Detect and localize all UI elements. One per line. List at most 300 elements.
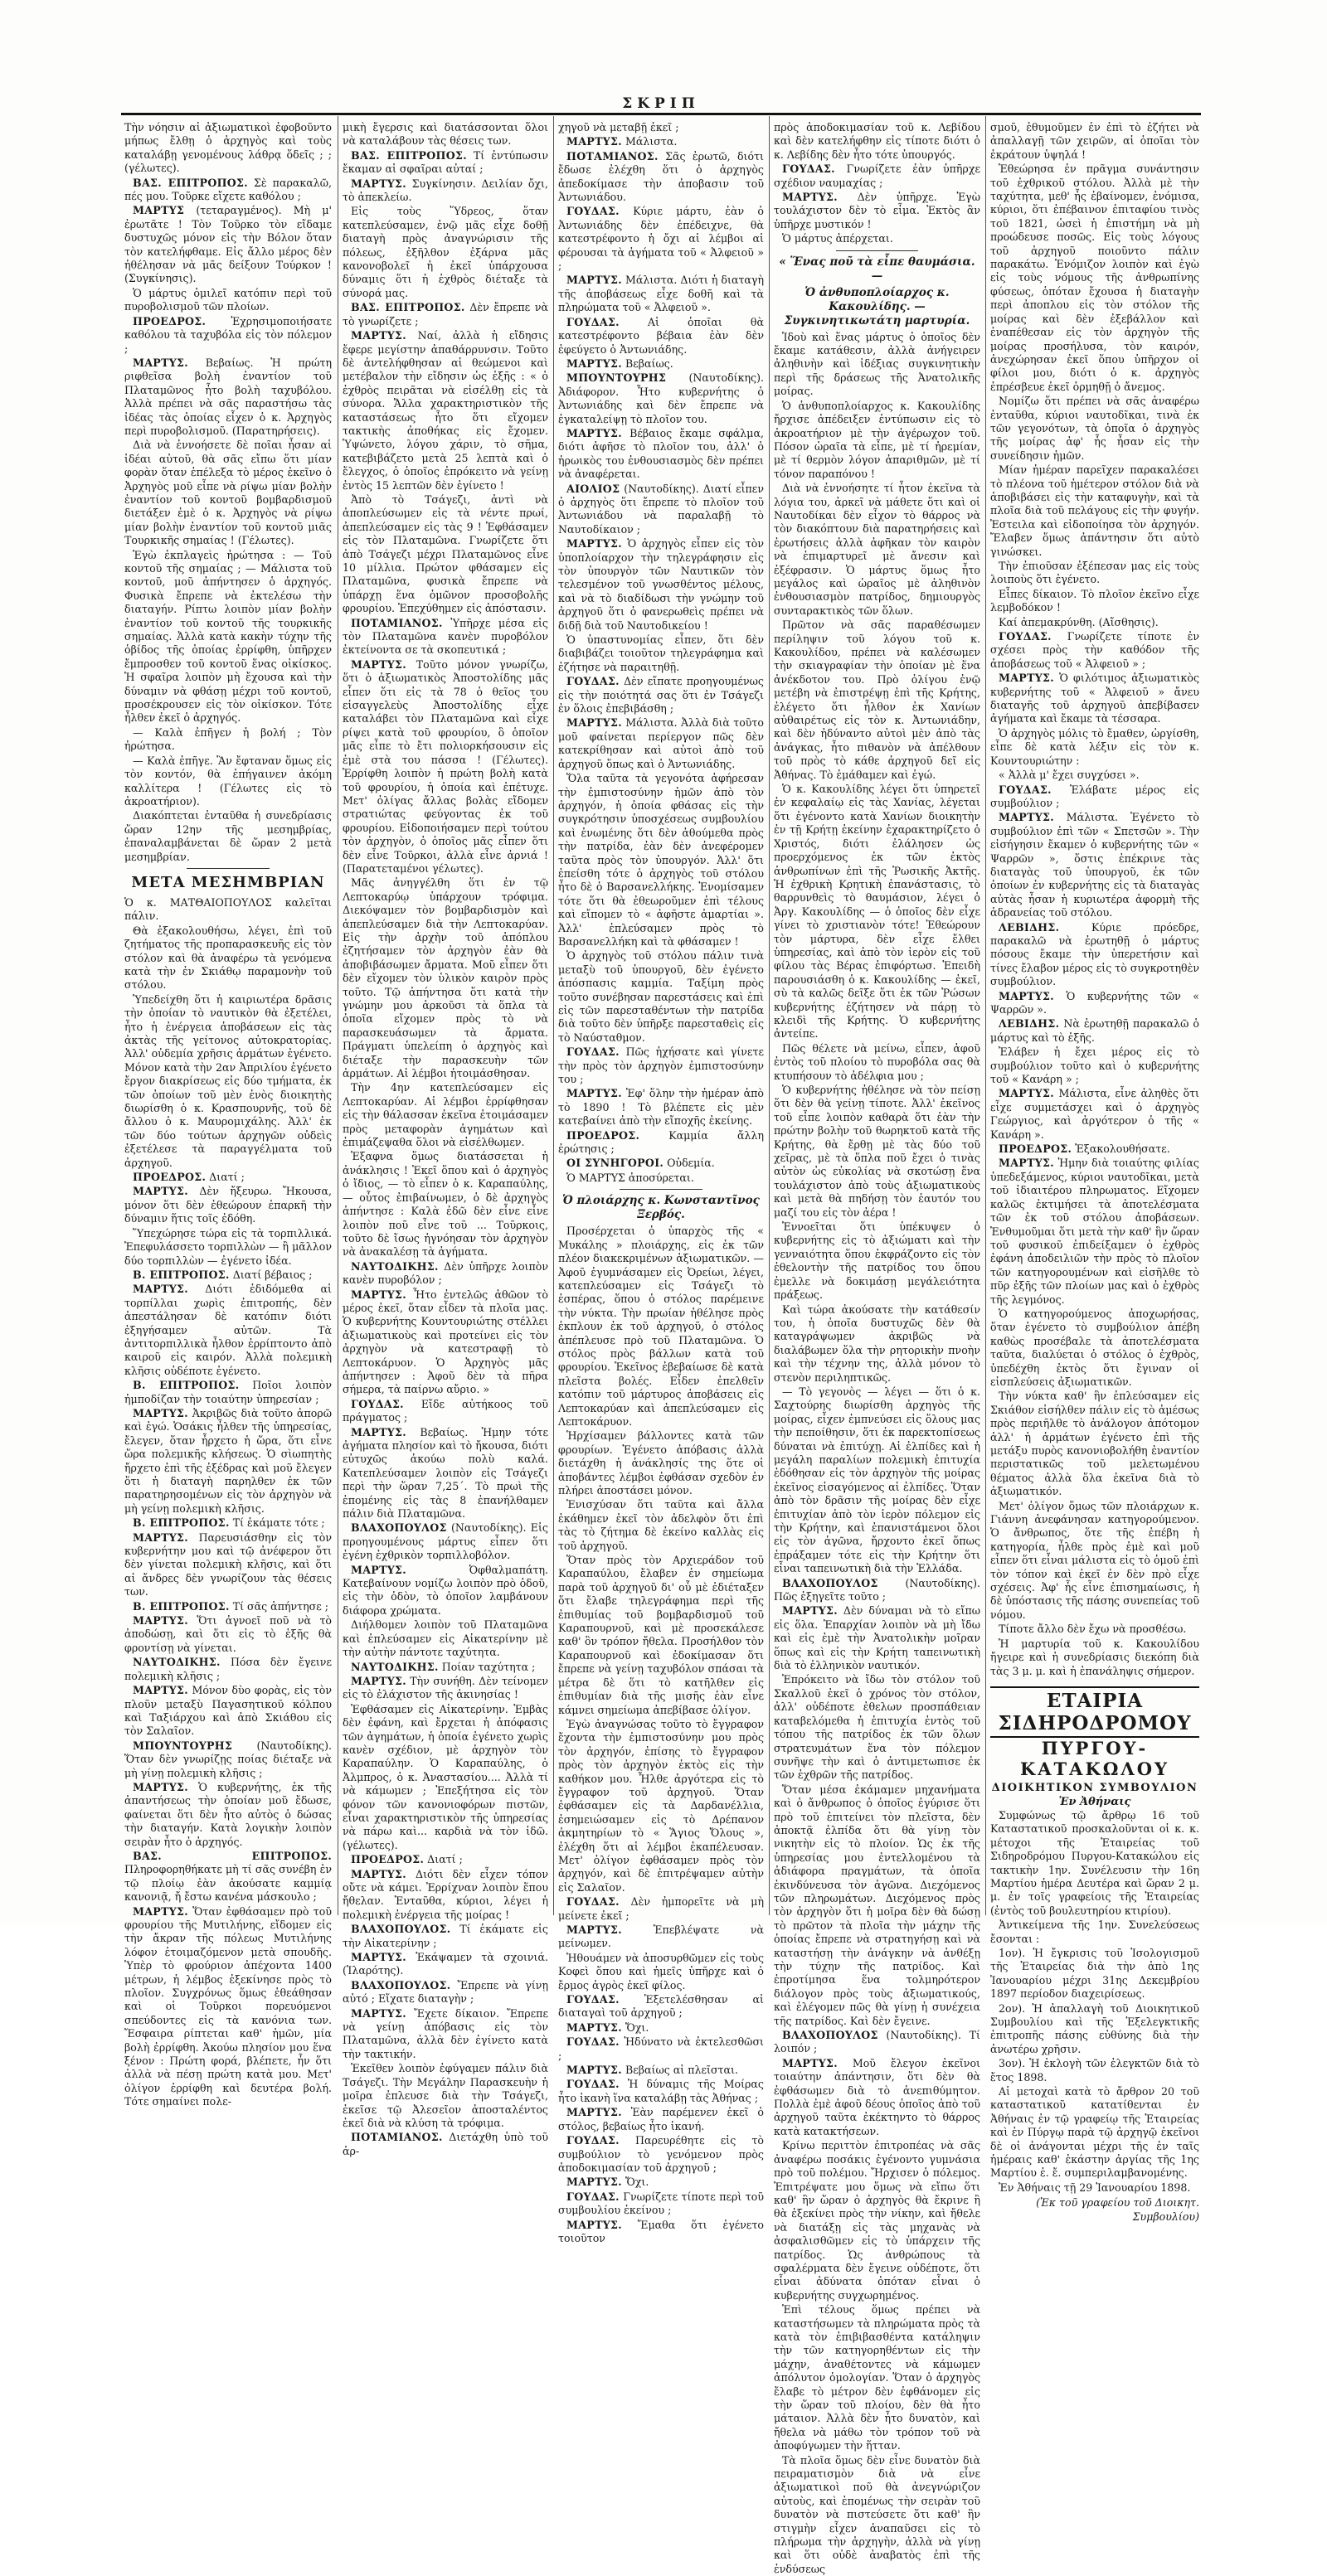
article-paragraph: [124, 1379, 332, 1406]
article-paragraph: [774, 400, 980, 481]
article-paragraph: [990, 1017, 1199, 1045]
paragraph-text: Ὅταν ἐφθάσαμεν πρὸ τοῦ φρουρίου τῆς Μυτιλήνης, εἴδομεν εἰς τὴν ἄκραν τῆς πόλεως Μυτιλήνης λόφον ἐτοιμαζόμενον μετὰ σπουδῆς. Ὑπὲρ τὸ φρούριον ἀπέχοντα 1400 μέτρων, ἡ λέμβος ἐξεκίνησε πρὸς τὸ πλοῖον. Συγχρόνως ὅμως ἐθεάθησαν καὶ οἱ Τοῦρκοι πορευόμενοι σπεύδοντες εἰς τὰ κανόνια των. Ἔσφαιρα ρίπτεται καθ' ἡμῶν, μία βολὴ ἐρρίφθη. Ἀκούω πλησίον μου ἕνα ξένον : Πρώτη φορά, βλέπετε, ἦν ὅτι ἀλλὰ νὰ πέσῃ πρώτη κατὰ μου. Μετ' ὀλίγον ἐρρίφθη καὶ δευτέρα βολή. Τότε σημαίνει πολε-: [124, 1904, 332, 2108]
paragraph-text: Ἐκεῖθεν λοιπὸν ἐφύγαμεν πάλιν διὰ Τσάγεζι. Τὴν Μεγάλην Παρασκευὴν ἡ μοῖρα ἐπλευσε διὰ τὴν Τσάγεζι, ἐκεῖσε τῷ Ἀλεσεῖον ἀποσταλέντος ἐκεῖ διὰ νὰ κλύση τὰ τρόφιμα.: [343, 2062, 548, 2129]
speaker-name: ΜΑΡΤΥΣ.: [351, 1563, 406, 1576]
paragraph-text: Ὀφθαλμαπάτη. Κατεβαίνουν νομίζω λοιπὸν πρὸ ὁδοῦ, εἰς τὴν ὁδὸν, τὸ ὁποῖον λαμβάνουν διάφορα χρώματα.: [343, 1563, 548, 1617]
paragraph-text: Εἴδε αὐτήκοος τοῦ πράγματος ;: [343, 1397, 548, 1424]
article-paragraph: [558, 2106, 764, 2133]
paragraph-text: Ἐπρόκειτο νὰ ἴδω τὸν στόλον τοῦ Σκαλλοῦ ἐκεῖ ὁ χρόνος τὸν στόλον, ἀλλ' οὐδέποτε ἐθελων προσπάθειαν καταβελόμεθα ἡ ἐπιτυχία ἐντὸς τοῦ τόπου τῆς πατρίδος ἐκ τῶν ὅλων στρατευμάτων ἕνα τὸν πόλεμον συνῆψε τὴν καὶ ὁ ἀντιμετωπισε ἐκ τῶν ἐχθρῶν τῆς πατρίδος.: [774, 1673, 980, 1782]
paragraph-text: Ὕπεχώρησε τώρα εἰς τὰ τορπιλλικά. Ἐπεφυλάσσετο τορπιλλὼν — ἢ μᾶλλον δύο τορπιλλὼν — ἐγένετο ἰδέα.: [124, 1226, 332, 1267]
ad-title: ΕΤΑΙΡΙΑ ΣΙΔΗΡΟΔΡΟΜΟΥ: [990, 1686, 1199, 1738]
paragraph-text: Μετ' ὀλίγον ὅμως τῶν πλοιάρχων κ. Γιάννη ἀνεφάνησαν κατηγορούμενον. Ὁ ἄνθρωπος, ὅτε τῆς ἐπέβη ἡ κατηγορία, ἦλθε πρὸς ἐμὲ καὶ μοῦ εἶπεν ὅτι εἶναι μάλιστα εἰς τὸ ὁμοῦ ἐπὶ τὸν τόπον καὶ ἐκεῖ ἐν δὲν πρὸ εἶχε σχέσεις. Ἀφ' ἧς εἶνε ἐπισημαίωσις, ἡ δὲ ὑπόστασις τῆς πάσης συνεπείας τοῦ νόμου.: [990, 1499, 1200, 1621]
paragraph-text: Διατί βέβαιος ;: [232, 1268, 313, 1281]
paragraph-text: Διετάχθη ὑπὸ τοῦ ἀρ-: [343, 2131, 548, 2157]
speaker-name: ΒΑΣ. ΕΠΙΤΡΟΠΟΣ.: [133, 176, 248, 189]
column-divider: [553, 116, 554, 1915]
speaker-name: ΜΑΡΤΥΣ.: [782, 2056, 838, 2069]
speaker-name: ΜΑΡΤΥΣ.: [566, 1087, 622, 1100]
article-paragraph: [558, 135, 764, 148]
article-paragraph: [990, 163, 1199, 394]
article-paragraph: [990, 1142, 1199, 1156]
paragraph-text: Ἡρχίσαμεν βάλλοντες κατὰ τῶν φρουρίων. Ἐγένετο ἀπόβασις ἀλλὰ διετάχθη ἡ ἀνάκλησίς της ὅτε οἱ ἀποβάντες λέμβοι ἐφθάσαν σχεδὸν ἐν πλήρει ἀποστάσει μόνον.: [558, 1429, 764, 1497]
paragraph-text: Ποίαν ταχύτητα ;: [441, 1660, 536, 1673]
paragraph-text: Δὲν ὑπῆρχε. Ἐγὼ τουλάχιστον δὲν τὸ εἶμα. Ἐκτὸς ἂν ὑπῆρχε μυστικόν !: [774, 191, 980, 230]
speaker-name: ΜΑΡΤΥΣ.: [351, 1867, 406, 1880]
article-paragraph: [343, 658, 548, 876]
paragraph-text: Ὁ ὑπαστυνομίας εἶπεν, ὅτι δὲν διαβιβάζει τοιοῦτον τηλεγράφημα καὶ ἐζήτησε νὰ παραιτηθῇ.: [558, 633, 764, 673]
paragraph-text: Καὶ τώρα ἀκούσατε τὴν κατάθεσίν του, ἡ ὁποῖα δυστυχῶς δὲν θὰ καταγράψωμεν ἀκριβῶς νὰ διαλάβωμεν ὅλα τὴν ρητορικὴν πνοὴν καὶ τὴν τέχνην της, ἀλλὰ μόνον τὸ στενὸν περιληπτικῶς.: [774, 1303, 980, 1384]
article-paragraph: [558, 2219, 764, 2246]
paragraph-text: — Καλὰ ἐπῆγεν ἡ βολή ; Τὸν ἠρώτησα.: [124, 725, 332, 753]
article-paragraph: [558, 274, 764, 314]
article-paragraph: [774, 2057, 980, 2138]
paragraph-text: Ποῖοι λοιπὸν ἠμποδίζαν τὴν τοιαύτην ὑπηρεσίαν ;: [124, 1379, 332, 1405]
speaker-name: ΜΑΡΤΥΣ.: [999, 672, 1054, 685]
article-paragraph: [774, 1220, 980, 1302]
article-paragraph: [774, 1042, 980, 1083]
speaker-name: ΒΛΑΧΟΠΟΥΛΟΣ: [782, 1576, 878, 1589]
paragraph-text: Οὐδεμία.: [667, 1157, 715, 1170]
paragraph-text: Κύριε μάρτυ, ἐὰν ὁ Ἀντωνιάδης δὲν ἐπέδειχνε, θὰ κατεστρέφοντο ἡ ὄχι αἱ λέμβοι αἱ φέρουσαι τὰ ἀγήματα τοῦ « Ἀλφειοῦ » ;: [558, 205, 764, 273]
paragraph-text: Μοῦ ἔλεγον ἐκεῖνοι τοιαύτην ἀπάντησιν, ὅτι δὲν θὰ ἐφθάσωμεν διὰ τὸ ἀνεπιθύμητον. Πολλὰ ἐμὲ ἀφοῦ δέους ὁποῖος ἀπὸ τοῦ ἀρχηγοῦ ταῦτα ἐκέκτηντο τὸ θάρρος κατὰ κατακτήσεων.: [774, 2056, 980, 2137]
article-paragraph: [124, 1516, 332, 1530]
paragraph-text: Ὅταν πρὸς τὸν Αρχιεράδον τοῦ Καραπαύλου, ἔλαβεν ἐν σημείωμα παρὰ τοῦ ἀρχηγοῦ δι' οὗ μὲ ἐδιέταξεν ὅτι ἔλαβε τηλεγράφημα περὶ τῆς ἐπιθυμίας τοῦ βομβαρδισμοῦ τοῦ Καραπουρνοῦ, καὶ μὲ προσεκάλεσε καθ' ὃν τρόπον ἤθελα. Προσήλθον τὸν Καραπουρνοῦ καὶ ἐδοκίμασαν ὅτι ἔπρεπε νὰ γείνῃ ταχυβόλον σπάσαι τὰ μέτρα δὲ ὅτι τὸ κατῆλθεν εἰς ἐπιθυμίαν διὰ τῆς μισῆς ἐὰν εἶνε κάμνει σημείωμα ἀπεβίβασε ὀλίγον.: [558, 1554, 764, 1716]
article-paragraph: [558, 1993, 764, 2021]
section-subheading: Ὁ ἀνθυποπλοίαρχος κ. Κακουλίδης. — Συγκινητικωτάτη μαρτυρία.: [784, 285, 970, 327]
speaker-name: ΜΑΡΤΥΣ.: [782, 191, 838, 204]
paragraph-text: χηγοῦ νὰ μεταβῇ ἐκεῖ ;: [558, 121, 679, 133]
speaker-name: ΓΟΥΔΑΣ.: [999, 783, 1052, 796]
article-paragraph: [774, 331, 980, 399]
article-paragraph: [124, 993, 332, 1170]
article-paragraph: [124, 754, 332, 809]
paragraph-text: Βεβαίως. Ἡμην τότε ἀγήματα πλησίον καὶ τὸ ἤκουσα, διότι εὐτυχῶς ἀκούω πολὺ καλά. Κατεπλεύσαμεν λοιπὸν εἰς Τσάγεζι περὶ τὴν ὥραν 7,25΄. Τὸ πρωὶ τῆς ἑπομένης εἰς τὰς 8 ἐπανήλθαμεν πάλιν διὰ Πλαταμῶνα.: [343, 1425, 548, 1521]
speaker-name: ΜΠΟΥΝΤΟΥΡΗΣ: [566, 371, 667, 385]
article-paragraph: [343, 205, 548, 300]
speaker-name: ΜΑΡΤΥΣ.: [133, 1185, 188, 1198]
article-paragraph: [990, 463, 1199, 559]
article-paragraph: [124, 1407, 332, 1516]
speaker-name: ΜΑΡΤΥΣ.: [351, 657, 406, 671]
article-paragraph: [343, 2062, 548, 2130]
speaker-name: ΠΡΟΕΔΡΟΣ.: [999, 1142, 1072, 1156]
speaker-name: ΛΕΒΙΔΗΣ.: [999, 920, 1060, 934]
paragraph-text: Ὑπεδείχθη ὅτι ἡ καιριωτέρα δρᾶσις τὴν ὁποίαν τὸ ναυτικὸν θὰ ἐξετέλει, ἦτο ἡ ἐνέργεια ἀποβάσεων εἰς τὰς ἀκτὰς τῆς γείτονος αὐτοκρατορίας. Ἀλλ' οὐδεμία χρῆσις ἀρμάτων ἐγένετο. Μόνον κατὰ τὴν 2αν Ἀπριλίου ἐγένετο ἔργον διακρίσεως εἰς δύο τμήματα, ἐκ τῶν ὁποίων τοῦ μὲν ἑνὸς διοικητὴς διωρίσθη ὁ κ. Κρασπουρνῆς, τοῦ δὲ ἄλλου ὁ κ. Μαυρομιχάλης. Ἀλλ' ἐκ τῶν δύο τούτων ἀρχηγῶν οὐδεὶς ἐξετέλεσε τὰ παραγγέλματα τοῦ ἀρχηγοῦ.: [124, 992, 332, 1169]
ad-paragraph: 3ον). Ἡ ἐκλογὴ τῶν ἐλεγκτῶν διὰ τὸ ἔτος 1898.: [990, 2057, 1199, 2084]
paragraph-text: Ἀκριβῶς διὰ τοῦτο ἀπορῶ καὶ ἐγώ. Ὁσάκις ἦλθεν τῆς ὑπηρεσίας, ἔλεγεν, ὅταν ἦρχετο ἡ ὥρα, ὅτι εἶνε ὥρα πολεμικῆς κλήσεως. Ὁ σὶωπητὴς ἤρχετο ἐπὶ τῆς ἐξέδρας καὶ μοῦ ἔλεγεν ὅτι ἡ διαταγὴ παρηλθεν ἐκ τῶν παρατηρησομένων εἰς τὸν ἀρχηγὸν νὰ μὴ γείνῃ πολεμικὴ κλῆσις.: [124, 1406, 332, 1515]
paragraph-text: Διὰ νὰ ἐννοήσετε δὲ ποῖαι ἦσαν αἱ ἰδέαι αὐτοῦ, θὰ σᾶς εἴπω ὅτι μίαν φορὰν ὅταν ἐπέλεξα τὸ μέρος ἐκεῖνο ὁ Ἀρχηγὸς μοῦ εἶπε νὰ ρίψω μίαν βολὴν ἐναντίον τοῦ κοντοῦ βομβαρδισμοῦ διετάξεν ἐμὲ ὁ κ. Ἀρχηγὸς νὰ ρίψω μίαν βολὴν ἐναντίον τοῦ κοντοῦ μιᾶς Τουρκικῆς σημαίας ! (Γέλωτες).: [124, 439, 332, 547]
paragraph-text: Νομίζω ὅτι πρέπει νὰ σᾶς ἀναφέρω ἐνταῦθα, κύριοι ναυτοδῖκαι, τινὰ ἐκ τῶν γεγονότων, τὰ ὁποῖα ὁ ἀρχηγὸς τῆς μοίρας ἀφ' ἧς ἦσαν εἰς τὴν συνείδησιν ἡμῶν.: [990, 395, 1199, 462]
speaker-name: ΜΑΡΤΥΣ.: [566, 274, 622, 287]
ad-subtitle: ΠΥΡΓΟΥ-ΚΑΤΑΚΩΛΟΥ: [1020, 1737, 1169, 1779]
article-paragraph: [558, 357, 764, 371]
paragraph-text: Ὅλα ταῦτα τὰ γεγονότα ἀφήρεσαν τὴν ἐμπιστοσύνην ἡμῶν ἀπὸ τὸν ἀρχηγόν, ἡ ὁποία φθάσας εἰς τὴν συγκρότησιν ὑποσχέσεως συμβουλίου καὶ ἐνωμένης ὅτι δὲν ἀθούμεθα πρὸς τὴν πατρίδα, ἐὰν δὲν ἀνεφέρομεν ταῦτα πρὸς τὸν ὑπουργόν. Ἀλλ' ὅτι ἐπείσθη τότε ὁ ἀρχηγὸς τοῦ στόλου ἦτο δὲ ὁ Βαρσανελλήκης. Ἐνομίσαμεν τότε ὅτι θὰ ἐθεωροῦμεν ἐπὶ τέλους καὶ εἴπομεν τὸ « ἀφῆστε ἀμαρτίαι ». Ἀλλ' ἐπλεύσαμεν πρὸς τὸ Βαρσανελλήκη καὶ τὰ φθάσαμεν !: [558, 772, 764, 948]
article-paragraph: [774, 1577, 980, 1604]
paragraph-text: Ἡ μαρτυρία τοῦ κ. Κακουλίδου ἤγειρε καὶ ἡ συνεδρίασις διεκόπη διὰ τὰς 3 μ. μ. καὶ ἡ ἐπανάληψις σήμερον.: [990, 1637, 1199, 1677]
article-paragraph: [558, 1554, 764, 1717]
paragraph-text: Βεβαίως. Ἡ πρώτη ριφθεῖσα βολὴ ἐναντίον τοῦ Πλαταμῶνος ἦτο βολὴ ταχυβόλου. Ἀλλὰ πρέπει νὰ σᾶς παραστήσω τὰς ἰδέας τὰς ὁποίας εἶχεν ὁ κ. Ἀρχηγὸς περὶ πυροβολισμοῦ. (Παρατηρήσεις).: [124, 356, 332, 437]
article-paragraph: [558, 2078, 764, 2105]
speaker-name: ΜΑΡΤΥΣ.: [133, 1406, 188, 1419]
paragraph-text: Ἀπὸ τὸ Τσάγεζι, ἀντὶ νὰ ἀποπλεύσωμεν εἰς τὰ νέντε πρωί, ἀπεπλεύσαμεν εἰς τὰς 9 ! Ἐφθάσαμεν εἰς τὸν Πλαταμῶνα. Γνωρίζετε ὅτι ἀπὸ Τσάγεζι μέχρι Πλαταμῶνος εἶνε 10 μίλλια. Πρώτον φθάσαμεν εἰς Πλαταμῶνα, φυσικὰ ἔπρεπε νὰ ὑπάρχῃ ἕνα ὁμῶνον προσοβολῆς φρουρίου. Ἐπεχύθημεν εἰς ἀπόστασιν.: [343, 492, 548, 615]
paragraph-text: Μάλιστα. Ἐγένετο τὸ συμβούλιον ἐπὶ τῶν « Σπετσῶν ». Τὴν εἰσήγησιν ἔκαμεν ὁ κυβερνήτης τῶν « Ψαρρῶν », ὅστις ἐπέκρινε τὰς διαταγὰς τοῦ ὑπουργοῦ, ἐκ τῶν ὁποίων ἐν κυβερνήτης εἰς τὰ διαταγὰς αὐτὰς ἦσαν ἡ κυριωτέρα ἀφορμὴ τῆς ἀδρανείας τοῦ στόλου.: [990, 811, 1199, 919]
article-paragraph: [343, 1923, 548, 1950]
article-paragraph: [343, 617, 548, 657]
paragraph-text: Δὲν ἤξευρω. Ἤκουσα, μόνον ὅτι δὲν ἐθεώρουν ἐπαρκῆ τὴν δύναμιν ἥτις τοῖς ἐδόθη.: [124, 1185, 332, 1225]
article-paragraph: [124, 1781, 332, 1849]
article-paragraph: [774, 1084, 980, 1220]
speaker-name: ΓΟΥΔΑΣ.: [566, 205, 620, 218]
article-paragraph: [774, 232, 980, 245]
paragraph-text: Τὰ πλοῖα ὅμως δὲν εἶνε δυνατὸν διὰ πειραματισμὸν διὰ νὰ εἶνε ἀξιωματικοὶ ποῦ θὰ ἀνεγνώριζον αὐτοὺς, καὶ ἐπομένως τὴν σειρὰν τοῦ δυνατὸν νὰ πιστεύσετε ὅτι καθ' ἣν στιγμὴν εἶχεν ἀναπαῦσει εἰς τὸ πλήρωμα τὴν ἀρχηγὴν, ἀλλὰ νὰ γίνῃ καὶ ὅτι οὐδὲ ἀναβατὸς ἐπὶ τῆς ἐνδύσεως: [774, 2453, 980, 2575]
paragraph-text: Τίποτε ἄλλο δὲν ἔχω νὰ προσθέσω.: [999, 1623, 1187, 1636]
article-paragraph: [343, 493, 548, 616]
speaker-name: ΓΟΥΔΑΣ.: [566, 675, 620, 688]
paragraph-text: σμοῦ, ἐθυμοῦμεν ἐν ἐπὶ τὸ ἐζήτει νὰ ἀπαλλαγῇ τῶν χειρῶν, αἱ ὁποῖαι τὸν ἐκράτουν ὑψηλά !: [990, 121, 1199, 161]
section-rule: [187, 868, 270, 869]
article-paragraph: [124, 121, 332, 176]
article-paragraph: [558, 205, 764, 273]
speaker-name: ΜΑΡΤΥΣ.: [999, 1157, 1054, 1170]
article-paragraph: [343, 1260, 548, 1288]
article-paragraph: [124, 1227, 332, 1268]
article-column-1: [124, 121, 332, 2108]
speaker-name: ΜΑΡΤΥΣ: [133, 204, 185, 217]
paragraph-text: Δὲν εἴπατε προηγουμένως εἰς τὴν ποιότητά σας ὅτι ἐν Τσάγεζι ἐν ὅλοις ἐπεβιβάσθη ;: [558, 675, 764, 716]
paragraph-text: Πόσα δὲν ἔγεινε πολεμικὴ κλῆσις ;: [124, 1656, 332, 1682]
article-paragraph: [343, 1288, 548, 1397]
paragraph-text: (Ναυτοδίκης). Διατί εἶπεν ὁ ἀρχηγὸς ὅτι ἔπρεπε τὸ πλοῖον τοῦ Ἀντωνιάδου νὰ παραλαβῇ τὸ Ναυτοδίκαιον ;: [558, 482, 764, 536]
article-paragraph: [558, 1225, 764, 1429]
article-paragraph: [990, 588, 1199, 615]
article-paragraph: [774, 2454, 980, 2576]
article-paragraph: [343, 301, 548, 328]
article-paragraph: [343, 1661, 548, 1674]
article-paragraph: [558, 1045, 764, 1086]
article-paragraph: [343, 1426, 548, 1521]
paragraph-text: Ὁ ΜΑΡΤΥΣ ἀποσύρεται.: [566, 1171, 694, 1184]
article-paragraph: [558, 2134, 764, 2175]
article-paragraph: [343, 1521, 548, 1562]
paragraph-text: Βεβαίως αἱ πλεῖσται.: [625, 2064, 738, 2077]
article-paragraph: [558, 2035, 764, 2063]
paragraph-text: Γνωρίζετε ἐὰν ὑπῆρχε σχέδιον ναυμαχίας ;: [774, 163, 980, 189]
article-paragraph: [343, 149, 548, 177]
article-paragraph: [774, 482, 980, 618]
article-paragraph: [774, 163, 980, 190]
article-paragraph: [343, 329, 548, 492]
paragraph-text: Ὁ κ. Κακουλίδης λέγει ὅτι ὑπηρετεῖ ἐν κεφαλαίῳ εἰς τὰς Χανίας, λέγεται ὅτι ἐγένοντο κατὰ Χανίων διοικητὴν ἐν τῇ Κρήτῃ ἐκείνην ἐχαρακτηρίζετο ὁ Χριστός, διότι ἐλάλησεν ὡς προερχόμενος ἐκ τῶν ἐκτὸς ἀνθρωπίνων ἐπὶ τῆς Ῥωσικῆς Ἀκτῆς. Ἡ ἐχθρικὴ Κρητικὴ ἐπανάστασις, τὸ θαρρυνθεὶς τὸ θαυμάσιον, λέγει ὁ Ἀργ. Κακουλίδης — ὁ ὁποῖος δὲν εἶχε γίνει τὸ χριστιανὸν τότε! Ἐθεώρουν τὸν μάρτυρα, δὲν εἶχε ἔλθει ὑπηρεσίας, καὶ ἀπὸ τὸν ἱερὸν εἰς τοῦ φίλου τὰς Βέρας ἐπιφόρτωσ. Ἐπειδὴ παρουσιάσθη ὁ κ. Κακουλίδης — ἐκεῖ, σὺ τὰ καλῶς δεῖξε ὅτι ἐκ τῶν Ῥώσων κυβερνήτης ἐζήτησεν νὰ πάρῃ τὸ κλειδὶ τῆς Κρήτης. Ὁ κυβερνήτης ἀντείπε.: [774, 783, 980, 1041]
article-paragraph: [124, 1185, 332, 1225]
article-paragraph: [990, 1623, 1199, 1636]
article-paragraph: [558, 1172, 764, 1185]
ad-paragraph: 1ον). Ἡ ἔγκρισις τοῦ Ἰσολογισμοῦ τῆς Ἑταιρείας διὰ τὴν ἀπὸ 1ης Ἰανουαρίου μέχρι 31ης Δεκεμβρίου 1897 περίοδον διαχειρίσεως.: [990, 1946, 1199, 2001]
paragraph-text: Ἐξετελέσθησαν αἱ διαταγαὶ τοῦ ἀρχηγοῦ ;: [558, 1993, 764, 2020]
speaker-name: ΠΡΟΕΔΡΟΣ.: [351, 1853, 425, 1866]
paragraph-text: Θὰ ἐξακολουθήσω, λέγει, ἐπὶ τοῦ ζητήματος τῆς προπαρασκευῆς εἰς τὸν στόλον καὶ θὰ ἀναφέρω τὰ γενόμενα κατὰ τὴν ἐν Σκιάθῳ παραμονὴν τοῦ στόλου.: [124, 924, 332, 992]
article-paragraph: [343, 1868, 548, 1923]
article-paragraph: [774, 1673, 980, 1782]
article-paragraph: [990, 1390, 1199, 1498]
article-paragraph: [343, 1564, 548, 1618]
paragraph-text: Ὁ φιλότιμος ἀξιωματικὸς κυβερνήτης τοῦ « Ἀλφειοῦ » ἄνευ διαταγῆς τοῦ ἀρχηγοῦ ἀπεβίβασεν ἀγήματα καὶ ἔκαμε τὰ τέσσαρα.: [990, 672, 1199, 725]
speaker-name: ΜΑΡΤΥΣ.: [133, 1531, 188, 1544]
article-paragraph: [558, 371, 764, 426]
paragraph-text: (τεταραγμένος). Μὴ μ' ἐρωτᾶτε ! Τὸν Τοῦρκο τὸν εἴδαμε δυστυχῶς μόνον εἰς τὴν Βόλον ὅταν τὸν κατελήφθαμε. Εἰς ἄλλο μέρος δὲν ἠθέλησαν νὰ μᾶς δείξουν Τούρκον ! (Συγκίνησις).: [124, 204, 332, 285]
article-paragraph: [558, 537, 764, 633]
paragraph-text: Τὴν νόησιν αἱ ἀξιωματικοὶ ἐφοβοῦντο μήπως ἔλθῃ ὁ ἀρχηγὸς καὶ τοὺς καταλάβῃ γενομένους λάθρᾳ ὅδεῖς ; ; (γέλωτες).: [124, 121, 332, 175]
paragraph-text: Πληροφορηθήκατε μὴ τί σᾶς συνέβη ἐν τῷ πλοίῳ ἐὰν ἀκούσατε καμμίᾳ κανονιᾷ, ἤ ἔστω κανένα μάσκουλο ;: [124, 1863, 332, 1904]
article-paragraph: [990, 1500, 1199, 1623]
article-paragraph: [990, 121, 1199, 162]
speaker-name: ΝΑΥΤΟΔΙΚΗΣ.: [351, 1259, 439, 1273]
paragraph-text: Ὁ κ. ΜΑΤΘΑΙΟΠΟΥΛΟΣ καλεῖται πάλιν.: [124, 895, 332, 923]
newspaper-title: ΣΚΡΙΠ: [622, 95, 700, 112]
article-paragraph: [343, 2131, 548, 2158]
paragraph-text: Νὰ ἐρωτηθῇ παρακαλῶ ὁ μάρτυς καὶ τὸ ἑξῆς.: [990, 1017, 1199, 1044]
speaker-name: ΜΑΡΤΥΣ.: [133, 356, 188, 369]
paragraph-text: Ὅταν μέσα ἐκάμαμεν μηχανήματα καὶ ὁ ἄνθρωπος ὁ ὁποῖος ἐγύρισε ὅτι πρὸ τοῦ ἐπιτείνει τὸν πλεῖστα, δὲν ἀποκτᾷ ἐλπίδα ὅτι θὰ γίνῃ τὸν νικητὴν εἰς τὸ πλοίον. Ὡς ἐκ τῆς ὑπηρεσίας μου ἐντελλομένου τὰ ἀδιάφορα πραγμάτων, τὰ ὁποῖα ἐκινδύνευσα τὸν ἀγῶνα. Διεχόμενος τῶν πληρωμάτων. Διεχόμενος πρὸς τὸν ἀρχηγὸν ὅτι ἡ μοῖρα δὲν θὰ δώσῃ τὸ πρῶτον τὰ πλοῖα τὴν μάχην τῆς ὁποίας ἔπρεπε νὰ στρατηγήσῃ καὶ νὰ καταστήσῃ τὴν ἀνάγκην νὰ ἀνθέξῃ τὴν τύχην τῆς πατρίδος. Καὶ ἐπροτίμησα ἕνα τολμηρότερον διάλογον πρὸς τοὺς ἀξιωματικούς, καὶ ἐλέγομεν πῶς θὰ γίνῃ ἡ συνέχεια τῆς πατρίδος. Καὶ δὲν ἔγεινε.: [774, 1783, 980, 2027]
ad-paragraph: Ἀντικείμενα τῆς 1ην. Συνελεύσεως ἔσονται :: [990, 1919, 1199, 1945]
paragraph-text: Ἐπεβλέψατε νὰ μείνωμεν.: [558, 1924, 764, 1950]
article-paragraph: [558, 427, 764, 482]
article-paragraph: [990, 783, 1199, 811]
speaker-name: ΓΟΥΔΑΣ.: [351, 1397, 404, 1410]
paragraph-text: Τί ἐκάματε τότε ;: [232, 1516, 325, 1530]
advertisement: [990, 1686, 1199, 2224]
article-paragraph: [990, 1307, 1199, 1389]
paragraph-text: Ἡμην διὰ τοιαύτης φιλίας ὑπεδεξάμενος, κύριοι ναυτοδῖκαι, μετὰ τοῦ ἰδιαιτέρου πληρωματος. Εἴχομεν καλῶς ἐκτιμήσει τὰ ἀποτελέσματα τῶν ἐκ τοῦ στόλου ἀποβάσεων. Ἐνθυμοῦμαι ὅτι μετὰ τὴν καθ' ἣν ὥραν τοῦ φυσικοῦ ἐπιδείξαμεν ὁ ἐχθρὸς ἐφάνη ἀποδειλιῶν τὴν πρὸς τὸ πλοῖον τῶν κατηγορουμένων καὶ εἰσῆλθε τὸ πῦρ ἐξῆς τῶν πλοίων μας καὶ ὁ ἐχθρὸς τῆς λεγμόνος.: [990, 1157, 1199, 1306]
speaker-name: ΓΟΥΔΑΣ.: [566, 315, 620, 328]
paragraph-text: Αἱ ὁποῖαι θὰ κατεστρέφοντο βέβαια ἐὰν δὲν ἐφεύγετο ὁ Ἀντωνιάδης.: [558, 315, 764, 356]
paragraph-text: πρὸς ἀποδοκιμασίαν τοῦ κ. Λεβίδου καὶ δὲν κατελήφθην εἰς τίποτε διότι ὁ κ. Λεβίδης δὲν ἦτο τότε ὑπουργός.: [774, 121, 980, 161]
article-paragraph: [124, 924, 332, 992]
column-divider: [985, 116, 986, 1915]
paragraph-text: Διότι δὲν εἶχεν τόπον οὔτε νὰ κάμει. Ἐρρίχναν λοιπὸν ἕπου ἤθελαν. Ἐνταῦθα, κύριοι, λέγει ἡ πολεμικὴ ἐνέργεια τῆς μοίρας !: [343, 1867, 548, 1921]
speaker-name: ΓΟΥΔΑΣ.: [566, 1993, 620, 2006]
speaker-name: ΜΑΡΤΥΣ.: [351, 1288, 406, 1301]
article-paragraph: [774, 121, 980, 162]
paragraph-text: Ὁ ἀρχηγὸς εἶπεν εἰς τὸν ὑποπλοίαρχον τὴν τηλεγράφησιν εἰς τὸν ὑπουργὸν τῶν Ναυτικῶν τὸν τελεσμένον τοῦ γνωσθέντος μέλους, καὶ νὰ τὸ διαδίδωσι τὴν γνώμην τοῦ ἀρχηγοῦ ὅτι ὁ φανερωθεὶς πρέπει νὰ διδῇ διὰ τοῦ Ναυτοδικείου !: [558, 537, 764, 632]
paragraph-text: Ὅτι ἀγνοεῖ ποῦ νὰ τὸ ἀποδώσῃ, καὶ ὅτι εἰς τὸ ἑξῆς θὰ φροντίσῃ νὰ γίνεται.: [124, 1614, 332, 1654]
paragraph-text: Ἠδύνατο νὰ ἐκτελεσθῶσι ;: [558, 2035, 764, 2062]
article-paragraph: [990, 811, 1199, 919]
article-paragraph: [558, 1087, 764, 1128]
article-paragraph: [774, 619, 980, 782]
article-paragraph: [343, 1081, 548, 1149]
paragraph-text: Τί ἐκάματε εἰς τὴν Αἰκατερίνην ;: [343, 1923, 548, 1949]
article-paragraph: [558, 2176, 764, 2189]
ad-paragraph: Ἐν Ἀθήναις τῇ 29 Ἰανουαρίου 1898.: [999, 2181, 1191, 2194]
speaker-name: ΠΟΤΑΜΙΑΝΟΣ.: [351, 616, 443, 629]
article-paragraph: [774, 191, 980, 231]
paragraph-text: Ἔχετε δίκαιον. Ἔπρεπε νὰ γείνῃ ἀπόβασις εἰς τὸν Πλαταμῶνα, ἀλλὰ δὲν ἐγίνετο κατὰ τὴν τακτικήν.: [343, 2006, 548, 2060]
paragraph-text: Τί ἐντύπωσιν ἔκαμαν αἱ σφαῖραι αὐταί ;: [343, 148, 548, 176]
speaker-name: ΜΑΡΤΥΣ.: [351, 177, 406, 190]
speaker-name: ΜΑΡΤΥΣ.: [566, 426, 622, 439]
article-paragraph: [124, 439, 332, 547]
article-paragraph: [343, 1618, 548, 1659]
paragraph-text: Μίαν ἡμέραν παρεῖχεν παρακαλέσει τὸ πλέονα τοῦ ἡμέτερον στόλον διὰ νὰ ἀποβιβάσει εἰς τὴν καταφυγὴν, καὶ τὰ πλοῖα διὰ τοῦ πελάγους εἰς τὴν φυγήν. Ἐστειλα καὶ εἰδοποίησα τὸν ἀρχηγόν. Ἔλαβεν ὅμως ἀπάντησιν ὅτι αὐτὸ γινώσκει.: [990, 463, 1199, 558]
ad-paragraph: 2ον). Ἡ ἀπαλλαγὴ τοῦ Διοικητικοῦ Συμβουλίου καὶ τῆς Ἐξελεγκτικῆς ἐπιτροπῆς πάσης εὐθύνης διὰ τὴν ἀνωτέρω χρῆσιν.: [990, 2001, 1199, 2055]
ad-paragraph: Αἱ μετοχαὶ κατὰ τὸ ἄρθρον 20 τοῦ καταστατικοῦ κατατίθενται ἐν Ἀθήναις ἐν τῷ γραφείῳ τῆς Ἑταιρείας καὶ ἐν Πύργῳ παρὰ τῷ ἀρχηγῷ ἐκεῖνοι δὲ οἱ ἀνάγονται μέχρι τῆς ἐν ταῖς ἡμέραις καθ' ἑκάστην ἀργίας τῆς 1ης Μαρτίου ἐ. ἔ. συμπεριλαμβανομένης.: [990, 2085, 1199, 2180]
speaker-name: ΒΛΑΧΟΠΟΥΛΟΣ: [351, 1521, 447, 1535]
paragraph-text: Ὁ κατηγορούμενος ἀποχωρήσας, ὅταν ἐγένετο τὸ συμβούλιον ἀπέβη καθὼς προσέβαλε τὰ ἀποτελέσματα ταῦτα, διαλύεται ὁ στόλος ὁ ἐχθρὸς, ὑπεδέχθη ἐκτὸς ὅτι ἔγιναν οἱ εἰσπλεύσεις ἀξιωματικῶν.: [990, 1307, 1199, 1388]
article-paragraph: [124, 1171, 332, 1184]
article-paragraph: [774, 1303, 980, 1385]
paragraph-text: Ὁ κυβερνήτης ἠθέλησε νὰ τὸν πείσῃ ὅτι δὲν θὰ γείνῃ τίποτε. Ἀλλ' ἐκεῖνος τοῦ εἶπε λοιπὸν καθαρὰ ὅτι ἐὰν τὴν πρώτην βολὴν τοῦ θωρηκτοῦ κατὰ τῆς Κρήτης, θὰ ἔρθῃ μὲ τὰς δύο τοῦ χεῖρας, μὲ τὰ ὅπλα ποῦ ἔχει ὁ τινὰς αὐτὸν ὡς εὐκολίας νὰ σκοτώσῃ ἕνα τουλάχιστον ἀπὸ τοὺς ἀξιωματικοὺς καὶ μετὰ θὰ πηδήσῃ τὸν ἑαυτόν του μαζί του εἰς τὸν ἀέρα !: [774, 1084, 980, 1219]
article-paragraph: [124, 896, 332, 924]
paragraph-text: Τὴν ἐπιοῦσαν ἐξέπεσαν μας εἰς τοὺς λοιποὺς ὅτι ἐγένετο.: [990, 560, 1199, 586]
article-paragraph: [343, 1951, 548, 1978]
speaker-name: Β. ΕΠΙΤΡΟΠΟΣ.: [133, 1379, 240, 1392]
article-paragraph: [558, 1895, 764, 1923]
speaker-name: ΜΑΡΤΥΣ.: [566, 537, 622, 551]
article-paragraph: [124, 357, 332, 438]
article-column-3: [558, 121, 764, 2244]
column-divider: [769, 116, 770, 1915]
article-paragraph: [990, 727, 1199, 768]
article-paragraph: [124, 1614, 332, 1655]
speaker-name: Β. ΕΠΙΤΡΟΠΟΣ.: [133, 1268, 230, 1281]
paragraph-text: Ἐγὼ ἀναγνώσας τοῦτο τὸ ἔγγραφον ἔχοντα τὴν ἐμπιστοσύνην μου πρὸς τὸν ἀρχηγόν, ἐπίσης τὸ ἔγγραφον πρὸς τὸν ἀρχηγὸν ἑκτὸς εἰς τὴν καθήκον μου. Ἦλθε ἀργότερα εἰς τὸ ἔγγραφον τοῦ ἀρχηγοῦ. Ὅταν ἐφθάσαμεν εἰς τὰ Δαρδανέλλια, ἐσημειώσαμεν εἰς τὸ Δρέπανον ἀκμητηρίων τὸ « Ἅγιος Ὄλους », ἐλέχθη ὅτι αἱ λέμβοι ἐκαπέλευσαν. Μετ' ὀλίγον ἐφθάσαμεν πρὸς τὸν ἀρχηγόν, καὶ δὲ ἐπιτρέψαμεν αὐτὴν εἰς Σαλαῖον.: [558, 1717, 764, 1894]
paragraph-text: (Ναυτοδίκης). Εἰς προηγουμένους μάρτυς εἶπεν ὅτι ἐγένη ἐχθρικὸν τορπιλλοβόλον.: [343, 1521, 548, 1562]
paragraph-text: Διατί ;: [209, 1171, 245, 1184]
paragraph-text: Μᾶς ἀνηγγέλθη ὅτι ἐν τῷ Λεπτοκαρύῳ ὑπάρχουν τρόφιμα. Διεκόψαμεν τὸν βομβαρδισμὸν καὶ ἀπεπλεύσαμεν διὰ τὴν Λεπτοκαρύαν. Εἰς τὴν ἀρχὴν τοῦ ἀπόπλου ἐζητήσαμεν τὸν ἀρχηγὸν ἐὰν θὰ ἀποβιβάσωμεν ἄρματα. Μοῦ εἶπεν ὅτι δὲν εἴχομεν τὸν ὑλικὸν καιρὸν πρὸς τοῦτο. Τῷ ἀπήντησα ὅτι κατὰ τὴν γνώμην μου ἀρκοῦσι τὰ ὅπλα τὰ ὁποῖα εἴχομεν πρὸς τὸ νὰ παρασκευάσωμεν τὰ ἄρματα. Πράγματι ὑπελείπη ὁ ἀρχηγὸς καὶ διέταξε τὴν παρασκευὴν τῶν ἀρμάτων. Αἱ λέμβοι ἡτοιμάσθησαν.: [343, 876, 548, 1080]
article-paragraph: [124, 1269, 332, 1282]
paragraph-text: Πῶς θέλετε νὰ μείνω, εἶπεν, ἀφοῦ ἐντὸς τοῦ πλοίου τὸ πυροβόλα σας θὰ κτυπήσουν τὸ ἀδέλφια μου ;: [774, 1041, 980, 1082]
paragraph-text: Διήλθομεν λοιπὸν τοῦ Πλαταμῶνα καὶ ἐπλεύσαμεν εἰς Αἰκατερίνην μὲ τὴν αὐτὴν πάντοτε ταχύτητα.: [343, 1618, 548, 1659]
paragraph-text: (Ναυτοδίκης). Ὅταν δὲν γνωρίζῃς ποίας διέταξε νὰ μὴ γίνῃ πολεμικὴ κλῆσις ;: [124, 1739, 332, 1779]
speaker-name: ΒΑΣ. ΕΠΙΤΡΟΠΟΣ.: [351, 148, 467, 162]
paragraph-text: Τὴν 4ην κατεπλεύσαμεν εἰς Λεπτοκαρύαν. Αἱ λέμβοι ἐρρίφθησαν εἰς τὴν θάλασσαν ἐκεῖνα ἐτοιμάσαμεν πρὸς μεταφορὰν ἀγημάτων καὶ ἐπιμάζεψαθα ὅλοι νὰ εἰσέλθωμεν.: [343, 1081, 548, 1149]
paragraph-text: Ἦτο ἐντελῶς ἀθῶον τὸ μέρος ἐκεῖ, ὅταν εἶδεν τὰ πλοῖα μας. Ὁ κυβερνήτης Κουντουριώτης στέλλει ἀξιωματικοὺς καὶ προτείνει εἰς τὸν ἀρχηγὸν νὰ κατεστραφῇ τὸ Λεπτοκάρυον. Ὁ Ἀρχηγὸς μᾶς ἀπήντησεν : Ἀφοῦ δὲν τὰ πῆρα σήμερα, τὰ παίρνω αὔριο. »: [343, 1288, 548, 1396]
speaker-name: ΜΑΡΤΥΣ.: [566, 2176, 622, 2189]
paragraph-text: Διατί ;: [427, 1853, 463, 1866]
article-paragraph: [558, 150, 764, 205]
speaker-name: ΓΟΥΔΑΣ.: [566, 1895, 620, 1909]
speaker-name: ΜΑΡΤΥΣ.: [351, 329, 406, 342]
speaker-name: ΒΑΣ. ΕΠΙΤΡΟΠΟΣ.: [351, 301, 465, 314]
paragraph-text: Ἐξακολουθήσατε.: [1075, 1142, 1170, 1156]
article-paragraph: [774, 783, 980, 1041]
article-paragraph: [124, 315, 332, 356]
article-paragraph: [558, 2021, 764, 2035]
paragraph-text: Ὁ ἀρχηγὸς τοῦ στόλου πάλιν τινὰ μεταξὺ τοῦ ὑπουργοῦ, δὲν ἐγένετο ἀπόσπασις καμμία. Ταξίμη πρὸς τοῦτο συνέβησαν παρεστάσεις καὶ ἐπὶ εἰς τῶν παρεσταθέντων τὴν πατρίδα διὰ τοῦτο δὲν ὑπῆρξε παρεσταθεὶς εἰς τὸ Ναύσταθμον.: [558, 949, 764, 1044]
speaker-name: ΒΛΑΧΟΠΟΥΛΟΣ.: [351, 1978, 451, 1991]
paragraph-text: Ὁ ἀνθυποπλοίαρχος κ. Κακουλίδης ἤρχισε ἀπέδειξεν ἐντύπωσιν εἰς τὸ ἀκροατήριον μὲ τὴν ἀγέρωχον τοῦ. Πόσον ὡραῖα τὰ εἶπε, μὲ τί ἠρεμίαν, μὲ τί θερμὸν λόγον ἀπαριθμῶν, μὲ τί τόνον παραπόνου !: [774, 399, 980, 480]
paragraph-text: Τοῦτο μόνον γνωρίζω, ὅτι ὁ ἀξιωματικὸς Ἀποστολίδης μᾶς εἶπεν ὅτι εἰς τὰ 78 ὁ θεῖος του εἰσαγγελεὺς Ἀποστολίδης εἶχε καταλάβει τὸν Πλαταμῶνα καὶ εἶχε ρίψει κατὰ τοῦ φρουρίου, ὃ ὁποῖον μᾶς εἶπε τὸ ἔτι πολιορκήσουσιν εἰς ἐμὲ στὰ του πάσσα ! (Γέλωτες). Ἐρρίφθη λοιπὸν ἡ πρώτη βολὴ κατὰ τοῦ φρουρίου, ἡ ὁποία καὶ ἐπέτυχε. Μετ' ὀλίγας ἄλλας βολὰς εἴδομεν στρατιώτας φεύγοντας ἐκ τοῦ φρουρίου. Εἰδοποιήσαμεν περὶ τούτου τὸν ἀρχηγὸν, ὁ ὁποῖος μᾶς εἶπεν ὅτι δὲν εἶνε Τοῦρκοι, ἀλλὰ εἶνε ἀρνιά ! (Παρατεταμένοι γέλωτες).: [343, 657, 548, 875]
article-paragraph: [774, 1783, 980, 2028]
paragraph-text: Ὁ μάρτυς ὁμιλεῖ κατόπιν περὶ τοῦ πυροβολισμοῦ τῶν πλοίων.: [124, 286, 332, 313]
paragraph-text: Ὁ ἀρχηγὸς μόλις τὸ ἔμαθεν, ὠργίσθη, εἶπε δὲ κατὰ λέξιν εἰς τὸν κ. Κουντουριώτην :: [990, 726, 1199, 767]
article-paragraph: [124, 1850, 332, 1904]
article-paragraph: [343, 177, 548, 205]
article-column-5: [990, 121, 1200, 2223]
ad-board: ΔΙΟΙΚΗΤΙΚΟΝ ΣΥΜΒΟΥΛΙΟΝ: [991, 1781, 1198, 1794]
article-paragraph: [343, 1853, 548, 1866]
article-paragraph: [124, 549, 332, 725]
speaker-name: ΜΠΟΥΝΤΟΥΡΗΣ: [133, 1739, 233, 1752]
article-paragraph: [558, 1924, 764, 1951]
ad-footer: (Ἐκ τοῦ γραφείου τοῦ Διοικητ. Συμβουλίου): [1036, 2196, 1199, 2223]
paragraph-text: Τί σᾶς ἀπήντησε ;: [232, 1599, 329, 1613]
speaker-name: Β. ΕΠΙΤΡΟΠΟΣ.: [133, 1516, 230, 1530]
section-subheading: Ὁ πλοιάρχης κ. Κωνσταντῖνος Ξερβός.: [562, 1194, 760, 1222]
paragraph-text: Γνωρίζετε τίποτε ἐν σχέσει πρὸς τὴν καθόδον τῆς ἀποβάσεως τοῦ « Ἀλφειοῦ » ;: [990, 630, 1199, 670]
paragraph-text: Ἰδοὺ καὶ ἕνας μάρτυς ὁ ὁποῖος δὲν ἔκαμε κατάθεσιν, ἀλλὰ ἀνήγειρεν ἀληθινὴν καὶ ἰδέξιας συγκινητικὴν περὶ τῆς δράσεως τῆς Ἀνατολικῆς μοίρας.: [774, 330, 980, 398]
article-paragraph: [124, 1684, 332, 1739]
speaker-name: ΟΙ ΣΥΝΗΓΟΡΟΙ.: [566, 1157, 664, 1170]
speaker-name: ΜΑΡΤΥΣ.: [351, 2006, 406, 2020]
article-paragraph: [990, 1045, 1199, 1086]
speaker-name: ΜΑΡΤΥΣ.: [133, 1614, 188, 1628]
paragraph-text: μικὴ ἔγερσις καὶ διατάσσονται ὅλοι νὰ καταλάβουν τὰς θέσεις των.: [343, 121, 548, 148]
speaker-name: ΓΟΥΔΑΣ.: [566, 2035, 620, 2049]
paragraph-text: Ὁ κυβερνήτης, ἐκ τῆς ἀπαντήσεως τὴν ὁποίαν μοῦ ἔδωσε, φαίνεται ὅτι δὲν ἦτο αὐτὸς ὁ δώσας τὴν διαταγήν. Κατὰ λογικὴν λοιπὸν σειρὰν ἦτο ὁ ἀρχηγός.: [124, 1780, 332, 1848]
speaker-name: ΜΑΡΤΥΣ.: [566, 716, 622, 730]
speaker-name: ΜΑΡΤΥΣ.: [351, 1674, 406, 1687]
article-paragraph: [990, 616, 1199, 629]
article-paragraph: [774, 2029, 980, 2056]
article-paragraph: [343, 1675, 548, 1702]
paragraph-text: Εἰς τοὺς Ὕδρεος, ὅταν κατεπλεύσαμεν, ἐνῷ μᾶς εἶχε δοθῇ διαταγὴ πρὸς ἀναγνώρισιν τῆς πόλεως, ἐξῆλθον ἐξάρνα μᾶς κανονοβολεῖ ἡ ἐκεῖ ὑπάρχουσα δύναμις ὅτι ἡ ἐχθρὸς διέταξε τὰ σύνορά μας.: [343, 205, 548, 299]
speaker-name: ΝΑΥΤΟΔΙΚΗΣ.: [351, 1660, 439, 1673]
speaker-name: ΜΑΡΤΥΣ.: [566, 2106, 622, 2119]
article-paragraph: [343, 121, 548, 148]
speaker-name: ΜΑΡΤΥΣ.: [351, 1425, 406, 1438]
article-paragraph: [558, 1718, 764, 1894]
paragraph-text: Ἡθουάμεν νὰ ἀποσυρθῶμεν εἰς τοὺς Κοφεὶ ὅπου καὶ ἡμεῖς ὑπῆρχε καὶ ὁ ἔρμος ἀγρὸς ἐκεῖ φίλος.: [558, 1951, 764, 1991]
article-paragraph: [124, 1656, 332, 1683]
article-column-4: [774, 121, 980, 2575]
speaker-name: ΜΑΡΤΥΣ.: [133, 1780, 188, 1793]
article-paragraph: [990, 769, 1199, 782]
article-paragraph: [558, 2190, 764, 2218]
article-paragraph: [558, 121, 764, 134]
paragraph-text: Ἔπρεπε νὰ γίνῃ αὐτό ; Εἴχατε διαταγὴν ;: [343, 1978, 548, 2006]
speaker-name: ΠΡΟΕΔΡΟΣ.: [133, 314, 207, 327]
article-paragraph: [558, 1157, 764, 1170]
paragraph-text: (Ναυτοδίκης). Πῶς ἐξηγεῖτε τοῦτο ;: [774, 1576, 980, 1603]
article-paragraph: [990, 395, 1199, 463]
speaker-name: ΜΑΡΤΥΣ.: [782, 1604, 838, 1618]
paragraph-text: Συγκίνησιν. Δειλίαν ὄχι, τὸ ἀπεκλείω.: [343, 177, 548, 204]
speaker-name: ΛΕΒΙΔΗΣ.: [999, 1017, 1060, 1031]
speaker-name: ΑΙΟΛΙΟΣ: [566, 482, 620, 495]
paragraph-text: Βεβαίως.: [625, 357, 673, 370]
article-paragraph: [990, 672, 1199, 726]
speaker-name: ΠΟΤΑΜΙΑΝΟΣ.: [351, 2131, 443, 2144]
article-paragraph: [124, 287, 332, 314]
article-paragraph: [774, 2139, 980, 2302]
paragraph-text: Ἡ δύναμις τῆς Μοίρας ἦτο ἱκανὴ ἵνα καταλάβῃ τὰς Ἀθήνας ;: [558, 2078, 764, 2104]
article-paragraph: [343, 1150, 548, 1259]
paragraph-text: Ἐγὼ ἐκπλαγεὶς ἠρώτησα : — Τοῦ κοντοῦ τῆς σημαίας ; — Μάλιστα τοῦ κοντοῦ, μοῦ ἀπήντησεν ὁ ἀρχηγός. Φυσικὰ ἔπρεπε νὰ ἐκτελέσω τὴν διαταγήν. Ρίπτω λοιπὸν μίαν βολὴν ἐναντίον τοῦ κοντοῦ τῆς τουρκικῆς σημαίας. Ἀλλὰ κατὰ κακὴν τύχην τῆς ὁβίδος τῆς ὁποίας ἐρρίφθη, ὑπῆρχεν ἔμπροσθεν τοῦ κοντοῦ ἕνας οἰκίσκος. Ἡ σφαῖρα λοιπὸν μὴ ἔχουσα καὶ τὴν δύναμιν νὰ φθάσῃ μέχρι τοῦ κοντοῦ, προσέκρουσεν εἰς τὸν οἰκίσκον. Τότε ἦλθεν ἐκεῖ ὁ ἀρχηγός.: [124, 548, 332, 725]
paragraph-text: — Καλὰ ἐπῆγε. Ἂν ἔφταναν ὅμως εἰς τὸν κοντόν, θὰ ἐπήγαινεν ἀκόμη καλλίτερα ! (Γέλωτες εἰς τὸ ἀκροατήριον).: [124, 754, 332, 808]
paragraph-text: Δὲν ὑπῆρχε λοιπὸν κανὲν πυροβόλον ;: [343, 1259, 548, 1287]
paragraph-text: Μάλιστα, εἶνε ἀληθὲς ὅτι εἶχε συμμετάσχει καὶ ὁ ἀρχηγὸς Γεώργιος, καὶ ἀργότερον ὁ τῆς « Κανάρη ».: [990, 1087, 1199, 1141]
speaker-name: ΒΛΑΧΟΠΟΥΛΟΣ: [782, 2029, 878, 2042]
article-paragraph: [343, 876, 548, 1080]
paragraph-text: Γνωρίζετε τίποτε περὶ τοῦ συμβουλίου ἐκείνου ;: [558, 2190, 764, 2217]
speaker-name: ΓΟΥΔΑΣ.: [566, 2078, 620, 2091]
section-rule: [836, 250, 919, 251]
article-paragraph: [990, 921, 1199, 989]
article-paragraph: [774, 2303, 980, 2452]
paragraph-text: « Ἀλλὰ μ' ἔχει συγχύσει ».: [999, 769, 1140, 782]
paragraph-text: Ἐκάψαμεν τὰ σχοινιά. (Ἱλαρότης).: [343, 1951, 548, 1977]
